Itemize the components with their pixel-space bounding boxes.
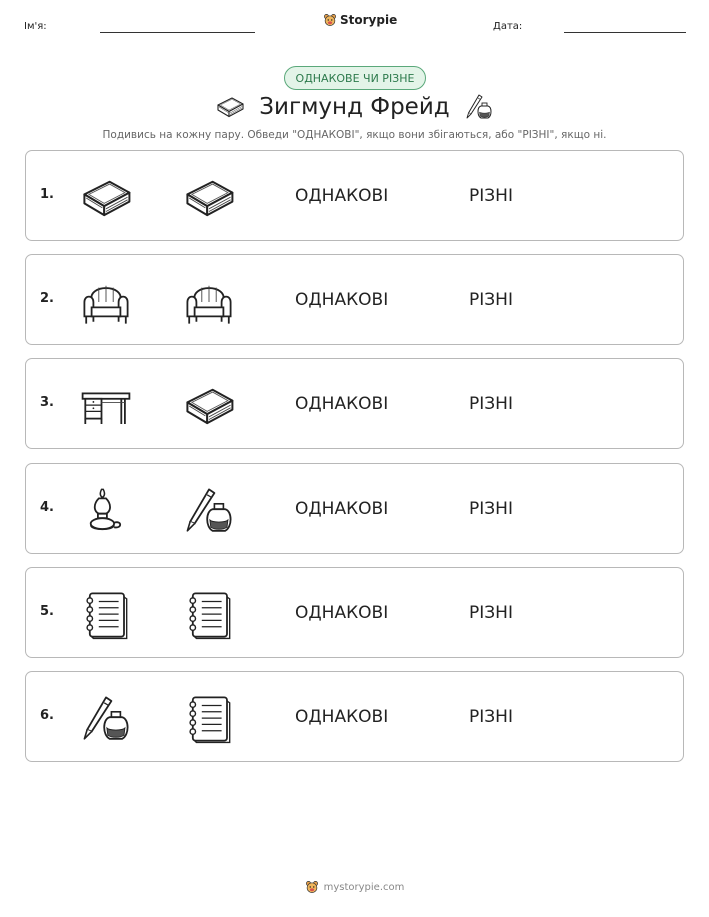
question-number: 1. (40, 187, 54, 202)
activity-tag: ОДНАКОВЕ ЧИ РІЗНЕ (284, 66, 426, 90)
question-row (25, 254, 684, 345)
different-option[interactable]: РІЗНІ (469, 499, 513, 519)
book-icon (79, 171, 133, 225)
pen-and-ink-icon (182, 484, 236, 538)
notebook-icon (182, 692, 236, 746)
question-row (25, 463, 684, 554)
desk-icon (79, 379, 133, 433)
name-line[interactable] (100, 32, 255, 33)
different-option[interactable]: РІЗНІ (469, 707, 513, 727)
different-option[interactable]: РІЗНІ (469, 603, 513, 623)
brand-name: Storypie (340, 13, 398, 27)
armchair-icon (182, 275, 236, 329)
oil-lamp-icon (79, 484, 133, 538)
question-row (25, 671, 684, 762)
same-option[interactable]: ОДНАКОВІ (295, 499, 389, 519)
different-option[interactable]: РІЗНІ (469, 394, 513, 414)
different-option[interactable]: РІЗНІ (469, 290, 513, 310)
same-option[interactable]: ОДНАКОВІ (295, 186, 389, 206)
same-option[interactable]: ОДНАКОВІ (295, 707, 389, 727)
same-option[interactable]: ОДНАКОВІ (295, 290, 389, 310)
question-row (25, 567, 684, 658)
question-row (25, 358, 684, 449)
book-icon (215, 92, 245, 122)
bear-icon (305, 880, 319, 894)
question-number: 3. (40, 395, 54, 410)
brand-logo (323, 13, 397, 27)
book-icon (182, 379, 236, 433)
question-number: 5. (40, 604, 54, 619)
footer-url: mystorypie.com (323, 881, 405, 893)
pen-and-ink-icon (464, 92, 494, 122)
title-row (0, 92, 709, 122)
instructions: Подивись на кожну пару. Обведи "ОДНАКОВІ", якщо вони збігаються, або "РІЗНІ", якщо ні. (102, 129, 607, 141)
date-line[interactable] (564, 32, 686, 33)
date-label: Дата: (493, 21, 523, 32)
question-number: 2. (40, 291, 54, 306)
pen-and-ink-icon (79, 692, 133, 746)
question-number: 6. (40, 708, 54, 723)
bear-icon (323, 13, 337, 27)
book-icon (182, 171, 236, 225)
different-option[interactable]: РІЗНІ (469, 186, 513, 206)
same-option[interactable]: ОДНАКОВІ (295, 394, 389, 414)
footer (0, 880, 709, 894)
question-row (25, 150, 684, 241)
page-title: Зигмунд Фрейд (259, 94, 450, 120)
armchair-icon (79, 275, 133, 329)
notebook-icon (79, 588, 133, 642)
same-option[interactable]: ОДНАКОВІ (295, 603, 389, 623)
question-number: 4. (40, 500, 54, 515)
notebook-icon (182, 588, 236, 642)
name-label: Ім'я: (24, 21, 47, 32)
